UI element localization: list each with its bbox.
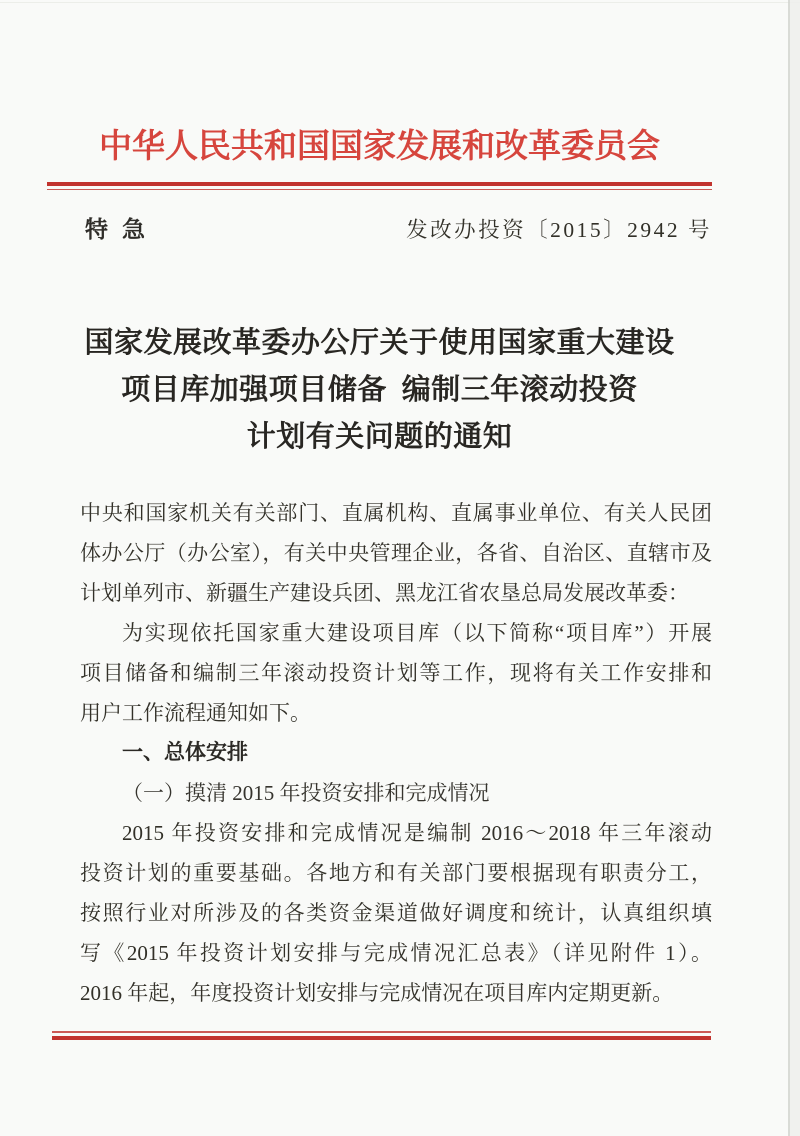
title-line: 国家发展改革委办公厅关于使用国家重大建设 [84, 327, 675, 359]
footer-divider [52, 1031, 711, 1040]
letterhead-org-name: 中华人民共和国国家发展和改革委员会 [99, 129, 660, 165]
body-line: 按照行业对所涉及的各类资金渠道做好调度和统计，认真组织填 [80, 901, 712, 925]
letterhead-divider [47, 182, 712, 190]
body-line: 计划单列市、新疆生产建设兵团、黑龙江省农垦总局发展改革委： [80, 581, 689, 605]
document-body [80, 493, 712, 1013]
section-heading: 一、总体安排 [122, 741, 248, 764]
document-number: 发改办投资〔2015〕2942 号 [406, 218, 712, 242]
body-line: 中央和国家机关有关部门、直属机构、直属事业单位、有关人民团 [80, 501, 712, 525]
body-line: 投资计划的重要基础。各地方和有关部门要根据现有职责分工， [80, 861, 712, 885]
subsection-heading: （一）摸清 2015 年投资安排和完成情况 [122, 781, 490, 805]
document-content [47, 0, 712, 1136]
divider-thick-line [52, 1036, 711, 1040]
body-line: 写《2015 年投资计划安排与完成情况汇总表》（详见附件 1）。 [80, 941, 712, 965]
document-meta-row [47, 211, 712, 244]
body-line: 2016 年起，年度投资计划安排与完成情况在项目库内定期更新。 [80, 981, 674, 1005]
divider-thin-line [47, 189, 712, 191]
body-line: 用户工作流程通知如下。 [80, 701, 311, 725]
scan-artifact-right-edge [788, 0, 800, 1136]
urgency-label: 特急 [85, 216, 159, 242]
body-line: 为实现依托国家重大建设项目库（以下简称“项目库”）开展 [122, 621, 712, 645]
body-line: 项目储备和编制三年滚动投资计划等工作，现将有关工作安排和 [80, 661, 712, 685]
body-line: 体办公厅（办公室），有关中央管理企业，各省、自治区、直辖市及 [80, 541, 712, 565]
title-line: 项目库加强项目储备 编制三年滚动投资 [121, 374, 638, 406]
body-line: 2015 年投资安排和完成情况是编制 2016～2018 年三年滚动 [122, 821, 712, 845]
document-title [47, 320, 712, 461]
title-line: 计划有关问题的通知 [246, 421, 513, 453]
